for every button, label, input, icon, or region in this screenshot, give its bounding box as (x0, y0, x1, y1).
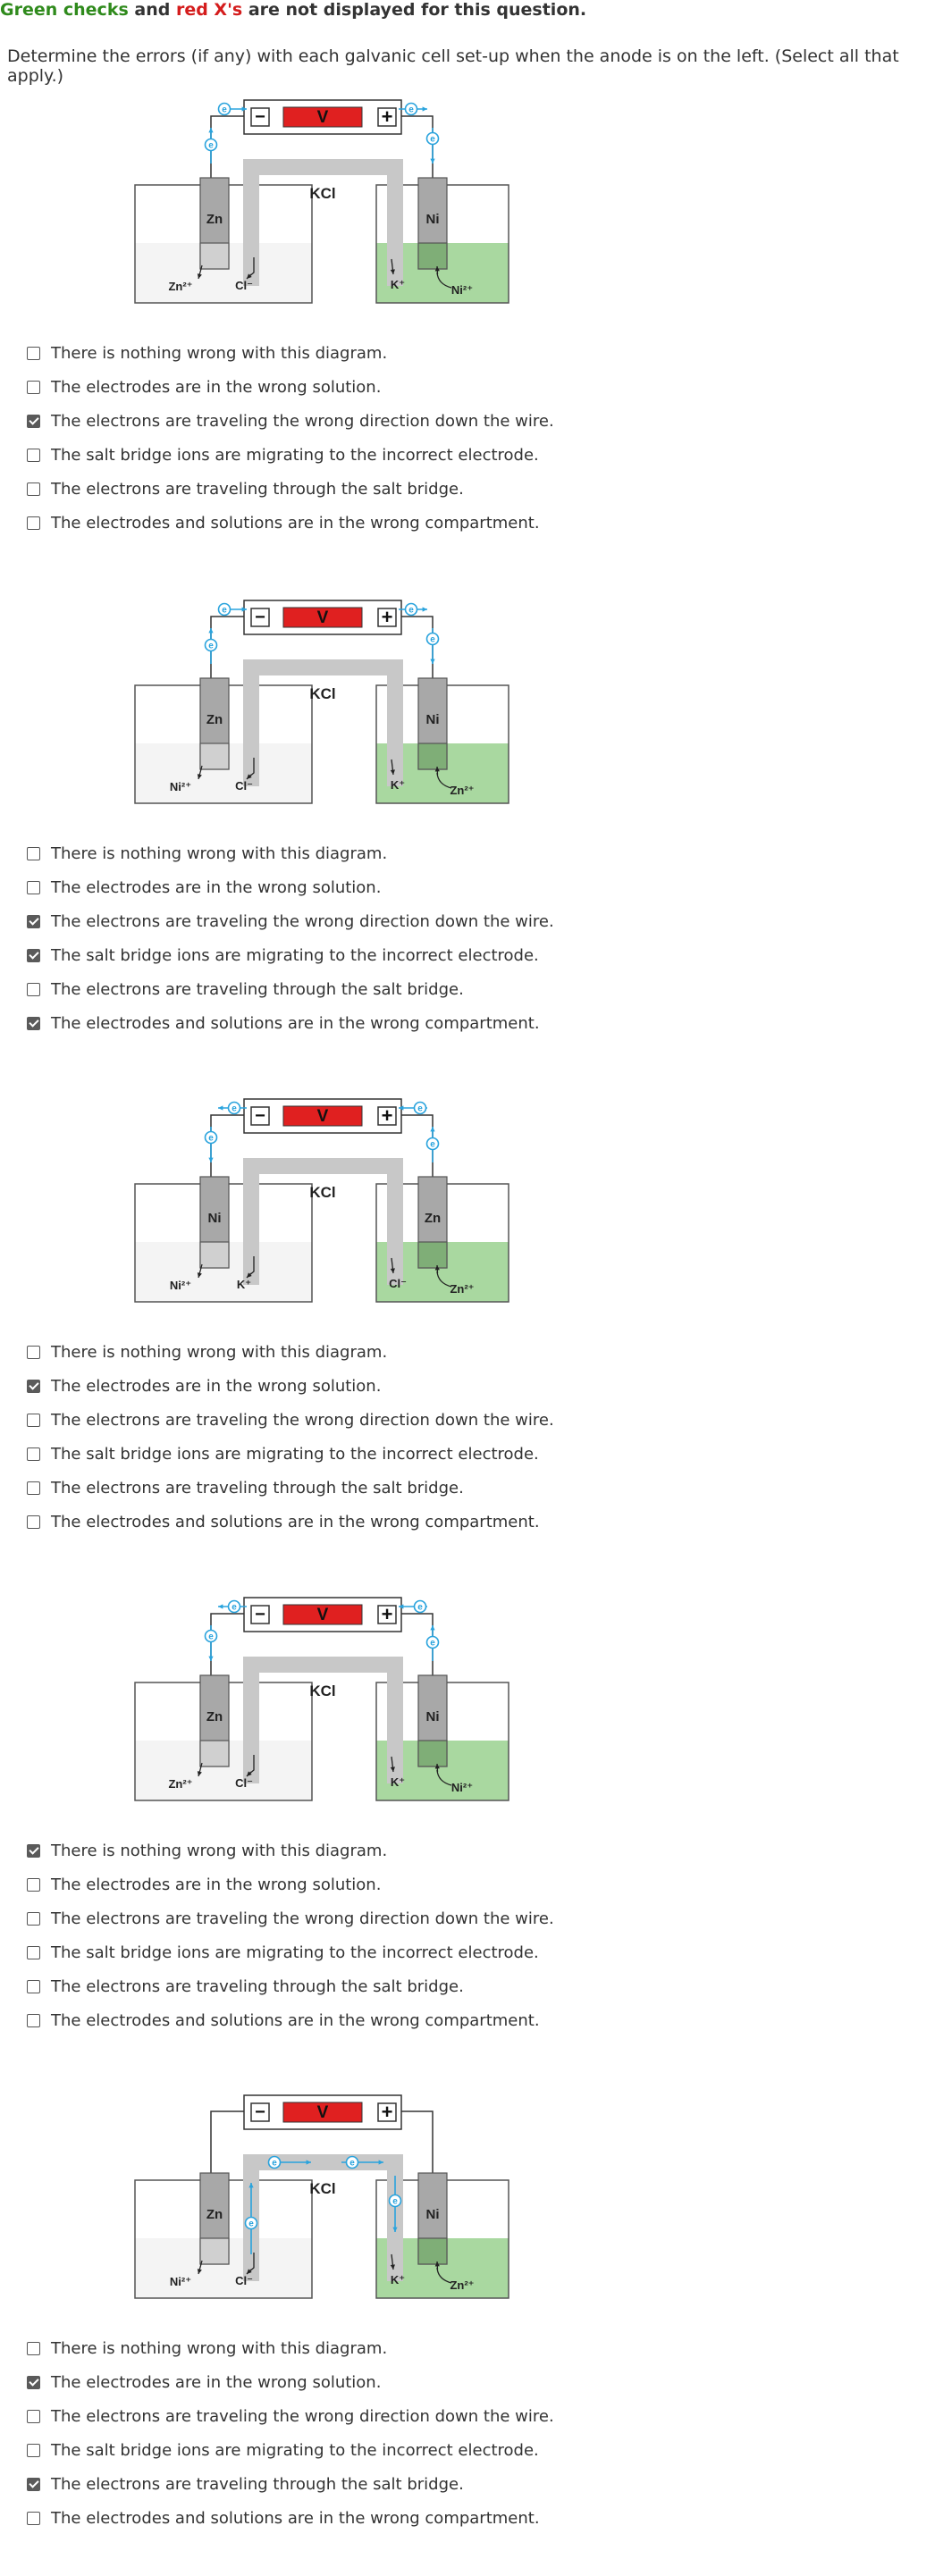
positive-terminal: + (381, 606, 393, 628)
answer-option-label: The electrons are traveling the wrong direction down the wire. (51, 1909, 554, 1928)
electron-bridge-top-left-label: e (272, 2158, 277, 2169)
answer-option[interactable] (27, 404, 554, 438)
checkbox[interactable] (27, 1946, 40, 1959)
answer-option[interactable] (27, 336, 554, 370)
notice-banner (0, 0, 586, 20)
salt-bridge-label: KCl (309, 1184, 336, 1201)
answer-option-label: The salt bridge ions are migrating to the incorrect electrode. (51, 2440, 539, 2460)
electron-left-wire (206, 1132, 217, 1144)
right-cation-label: Ni²⁺ (450, 1781, 474, 1794)
checkbox[interactable] (27, 1414, 40, 1427)
notice-and: and (128, 0, 176, 20)
right-cation-label: Zn²⁺ (450, 2278, 475, 2292)
checkbox[interactable] (27, 983, 40, 996)
checkbox[interactable] (27, 2512, 40, 2525)
left-cation-label: Ni²⁺ (169, 2275, 192, 2288)
electron-right-wire-label: e (430, 134, 435, 145)
galvanic-cell-diagram (116, 80, 527, 322)
electron-left-wire-label: e (208, 1133, 214, 1144)
left-wire (211, 1115, 244, 1177)
left-electrode-label: Zn (206, 2207, 223, 2222)
checkbox[interactable] (27, 1980, 40, 1993)
answer-option[interactable] (27, 1833, 554, 1867)
electron-left-wire-label: e (208, 641, 214, 651)
checkbox[interactable] (27, 1912, 40, 1926)
left-bridge-ion-label: Cl⁻ (235, 2274, 253, 2287)
answer-option[interactable] (27, 1403, 554, 1437)
right-electrode-label: Ni (425, 1709, 440, 1724)
right-cation-label: Zn²⁺ (450, 1282, 475, 1296)
checkbox[interactable] (27, 2410, 40, 2423)
voltmeter-label: V (316, 608, 329, 627)
electron-top-right (415, 1601, 426, 1613)
answer-option[interactable] (27, 1437, 554, 1471)
electron-top-left-label: e (232, 1602, 237, 1613)
electron-top-left-label: e (222, 105, 227, 115)
electron-left-wire (206, 1631, 217, 1642)
checkbox[interactable] (27, 881, 40, 894)
answer-option-label: The electrons are traveling the wrong direction down the wire. (51, 1410, 554, 1430)
right-cation-label: Zn²⁺ (450, 784, 475, 797)
left-electrode-label: Ni (207, 1211, 222, 1226)
negative-terminal: − (255, 107, 265, 127)
right-wire (401, 2111, 433, 2173)
answer-options (27, 836, 554, 1040)
answer-option[interactable] (27, 938, 554, 972)
checkbox[interactable] (27, 381, 40, 394)
answer-option-label: The electrodes are in the wrong solution. (51, 877, 382, 897)
electron-right-wire (427, 634, 439, 645)
electron-left-wire (206, 640, 217, 651)
checkbox-checked[interactable] (27, 1017, 40, 1030)
left-electrode-label: Zn (206, 1709, 223, 1724)
right-bridge-ion-label: K⁺ (390, 2273, 406, 2287)
left-electrode (200, 1177, 229, 1268)
answer-options (27, 336, 554, 540)
electron-left-wire-label: e (208, 1632, 214, 1642)
left-bridge-ion-label: K⁺ (236, 1278, 252, 1291)
answer-option-label: There is nothing wrong with this diagram. (51, 1841, 388, 1860)
left-electrode (200, 1675, 229, 1766)
notice-rest: are not displayed for this question. (242, 0, 587, 20)
checkbox[interactable] (27, 1878, 40, 1892)
answer-option[interactable] (27, 2467, 554, 2501)
left-bridge-ion-label: Cl⁻ (235, 779, 253, 793)
positive-terminal: + (381, 2101, 393, 2123)
answer-option[interactable] (27, 1471, 554, 1505)
answer-option[interactable] (27, 506, 554, 540)
checkbox-checked[interactable] (27, 1380, 40, 1393)
voltmeter-label: V (316, 1107, 329, 1126)
diagram-container (116, 1079, 527, 1321)
voltmeter (244, 2095, 401, 2129)
electron-top-left-label: e (222, 605, 227, 616)
electron-bridge-left-label: e (248, 2219, 254, 2229)
question-block (0, 581, 943, 1081)
answer-option[interactable] (27, 2399, 554, 2433)
voltmeter (244, 1099, 401, 1133)
answer-option-label: The electrodes and solutions are in the wrong compartment. (51, 2010, 540, 2030)
electron-right-wire-label: e (430, 1139, 435, 1150)
negative-terminal: − (255, 1106, 265, 1126)
answer-option[interactable] (27, 1867, 554, 1901)
electron-right-wire (427, 1138, 439, 1150)
electron-top-right (406, 604, 417, 616)
question-block (0, 1578, 943, 2078)
answer-option-label: The electrodes and solutions are in the wrong compartment. (51, 1013, 540, 1033)
electron-bridge-left (246, 2218, 257, 2229)
left-wire (211, 1614, 244, 1675)
electron-left-wire (206, 139, 217, 151)
answer-option[interactable] (27, 472, 554, 506)
right-electrode (418, 1675, 447, 1766)
checkbox-checked[interactable] (27, 915, 40, 928)
negative-terminal: − (255, 1605, 265, 1624)
electron-top-left (219, 104, 231, 115)
electron-right-wire-label: e (430, 634, 435, 645)
left-electrode (200, 2173, 229, 2264)
checkbox[interactable] (27, 347, 40, 360)
galvanic-cell-diagram (116, 581, 527, 822)
voltmeter-label: V (316, 1606, 329, 1624)
right-electrode (418, 2173, 447, 2264)
answer-option[interactable] (27, 1901, 554, 1935)
voltmeter (244, 1598, 401, 1632)
answer-option-label: The electrodes and solutions are in the wrong compartment. (51, 513, 540, 533)
checkbox[interactable] (27, 847, 40, 860)
right-electrode (418, 678, 447, 769)
checkbox-checked[interactable] (27, 2376, 40, 2389)
answer-option-label: The salt bridge ions are migrating to the incorrect electrode. (51, 445, 539, 465)
negative-terminal: − (255, 2102, 265, 2122)
electron-right-wire (427, 1637, 439, 1649)
salt-bridge-label: KCl (309, 1682, 336, 1699)
answer-option[interactable] (27, 370, 554, 404)
left-electrode-label: Zn (206, 712, 223, 727)
answer-option-label: There is nothing wrong with this diagram. (51, 2338, 388, 2358)
left-bridge-ion-label: Cl⁻ (235, 1776, 253, 1790)
answer-options (27, 1833, 554, 2037)
answer-options (27, 1335, 554, 1539)
checkbox-checked[interactable] (27, 1844, 40, 1858)
electron-top-right (406, 104, 417, 115)
checkbox[interactable] (27, 1515, 40, 1529)
answer-option[interactable] (27, 2433, 554, 2467)
answer-option-label: The electrons are traveling the wrong direction down the wire. (51, 2406, 554, 2426)
question-prompt: Determine the errors (if any) with each galvanic cell set-up when the anode is on the left. (Select all that apply.) (7, 46, 899, 86)
electron-left-wire-label: e (208, 140, 214, 151)
answer-option-label: The electrodes are in the wrong solution. (51, 1376, 382, 1396)
answer-option-label: The electrons are traveling the wrong direction down the wire. (51, 911, 554, 931)
electron-top-right-label: e (408, 105, 414, 115)
electron-bridge-right-label: e (392, 2196, 398, 2207)
answer-option-label: There is nothing wrong with this diagram. (51, 1342, 388, 1362)
left-wire (211, 2111, 244, 2173)
electron-top-left (229, 1103, 240, 1114)
electron-top-left (229, 1601, 240, 1613)
electron-bridge-right (390, 2195, 401, 2207)
answer-option[interactable] (27, 972, 554, 1006)
answer-option-label: The salt bridge ions are migrating to the incorrect electrode. (51, 1942, 539, 1962)
answer-option-label: There is nothing wrong with this diagram. (51, 343, 388, 363)
question-block (0, 2076, 943, 2576)
right-bridge-ion-label: Cl⁻ (389, 1277, 407, 1290)
answer-option-label: The electrons are traveling through the salt bridge. (51, 479, 464, 499)
left-cation-label: Zn²⁺ (168, 280, 193, 293)
electron-top-right-label: e (417, 1602, 423, 1613)
answer-option[interactable] (27, 1505, 554, 1539)
answer-option-label: The electrodes and solutions are in the wrong compartment. (51, 2508, 540, 2528)
galvanic-cell-diagram (116, 2076, 527, 2317)
electron-right-wire (427, 133, 439, 145)
right-bridge-ion-label: K⁺ (390, 278, 406, 291)
right-electrode (418, 178, 447, 269)
answer-options (27, 2331, 554, 2535)
checkbox-checked[interactable] (27, 2478, 40, 2491)
electron-bridge-top-left (269, 2157, 281, 2169)
answer-option-label: The electrons are traveling through the salt bridge. (51, 2474, 464, 2494)
positive-terminal: + (381, 1104, 393, 1127)
answer-option-label: The electrodes are in the wrong solution. (51, 1875, 382, 1894)
salt-bridge-label: KCl (309, 685, 336, 702)
notice-red: red X's (175, 0, 243, 20)
answer-option[interactable] (27, 1335, 554, 1369)
voltmeter-label: V (316, 2103, 329, 2122)
voltmeter (244, 100, 401, 134)
answer-option-label: The electrons are traveling through the salt bridge. (51, 979, 464, 999)
answer-option[interactable] (27, 2003, 554, 2037)
checkbox[interactable] (27, 2342, 40, 2355)
checkbox-checked[interactable] (27, 415, 40, 428)
positive-terminal: + (381, 105, 393, 128)
right-electrode-label: Ni (425, 2207, 440, 2222)
answer-option[interactable] (27, 904, 554, 938)
answer-option-label: The electrons are traveling through the salt bridge. (51, 1478, 464, 1498)
positive-terminal: + (381, 1603, 393, 1625)
electron-bridge-top-right-label: e (349, 2158, 355, 2169)
electron-top-right (415, 1103, 426, 1114)
left-bridge-ion-label: Cl⁻ (235, 279, 253, 292)
right-bridge-ion-label: K⁺ (390, 1775, 406, 1789)
salt-bridge-label: KCl (309, 2180, 336, 2197)
checkbox[interactable] (27, 516, 40, 530)
right-wire (401, 116, 433, 178)
answer-option[interactable] (27, 1935, 554, 1969)
left-electrode (200, 678, 229, 769)
answer-option[interactable] (27, 2501, 554, 2535)
electron-right-wire-label: e (430, 1638, 435, 1649)
answer-option[interactable] (27, 1969, 554, 2003)
answer-option-label: The electrons are traveling through the salt bridge. (51, 1976, 464, 1996)
negative-terminal: − (255, 608, 265, 627)
answer-option[interactable] (27, 2331, 554, 2365)
answer-option[interactable] (27, 1006, 554, 1040)
checkbox[interactable] (27, 1346, 40, 1359)
right-electrode-label: Ni (425, 212, 440, 227)
right-bridge-ion-label: K⁺ (390, 778, 406, 792)
diagram-container (116, 1578, 527, 1819)
electron-top-left (219, 604, 231, 616)
answer-option[interactable] (27, 438, 554, 472)
checkbox[interactable] (27, 1447, 40, 1461)
answer-option[interactable] (27, 2365, 554, 2399)
right-electrode (418, 1177, 447, 1268)
answer-option-label: There is nothing wrong with this diagram. (51, 843, 388, 863)
question-block (0, 1079, 943, 1580)
notice-green: Green checks (0, 0, 129, 20)
galvanic-cell-diagram (116, 1578, 527, 1819)
checkbox-checked[interactable] (27, 949, 40, 962)
left-cation-label: Ni²⁺ (169, 1279, 192, 1292)
electron-top-right-label: e (408, 605, 414, 616)
salt-bridge-label: KCl (309, 185, 336, 202)
answer-option-label: The electrodes are in the wrong solution. (51, 2372, 382, 2392)
answer-option-label: The electrodes and solutions are in the wrong compartment. (51, 1512, 540, 1531)
checkbox[interactable] (27, 482, 40, 496)
left-electrode-label: Zn (206, 212, 223, 227)
answer-option-label: The electrodes are in the wrong solution. (51, 377, 382, 397)
left-cation-label: Zn²⁺ (168, 1777, 193, 1791)
answer-option-label: The electrons are traveling the wrong direction down the wire. (51, 411, 554, 431)
galvanic-cell-diagram (116, 1079, 527, 1321)
diagram-container (116, 80, 527, 322)
answer-option[interactable] (27, 1369, 554, 1403)
answer-option[interactable] (27, 836, 554, 870)
checkbox[interactable] (27, 449, 40, 462)
left-electrode (200, 178, 229, 269)
checkbox[interactable] (27, 2014, 40, 2027)
answer-option-label: The salt bridge ions are migrating to the incorrect electrode. (51, 945, 539, 965)
electron-top-left-label: e (232, 1103, 237, 1114)
voltmeter (244, 600, 401, 634)
right-wire (401, 617, 433, 678)
left-cation-label: Ni²⁺ (169, 780, 192, 793)
diagram-container (116, 581, 527, 822)
question-block (0, 80, 943, 581)
right-electrode-label: Zn (424, 1211, 442, 1226)
checkbox[interactable] (27, 1481, 40, 1495)
checkbox[interactable] (27, 2444, 40, 2457)
right-cation-label: Ni²⁺ (450, 283, 474, 297)
diagram-container (116, 2076, 527, 2317)
answer-option-label: The salt bridge ions are migrating to the incorrect electrode. (51, 1444, 539, 1464)
right-electrode-label: Ni (425, 712, 440, 727)
answer-option[interactable] (27, 870, 554, 904)
electron-bridge-top-right (347, 2157, 358, 2169)
voltmeter-label: V (316, 108, 329, 127)
electron-top-right-label: e (417, 1103, 423, 1114)
